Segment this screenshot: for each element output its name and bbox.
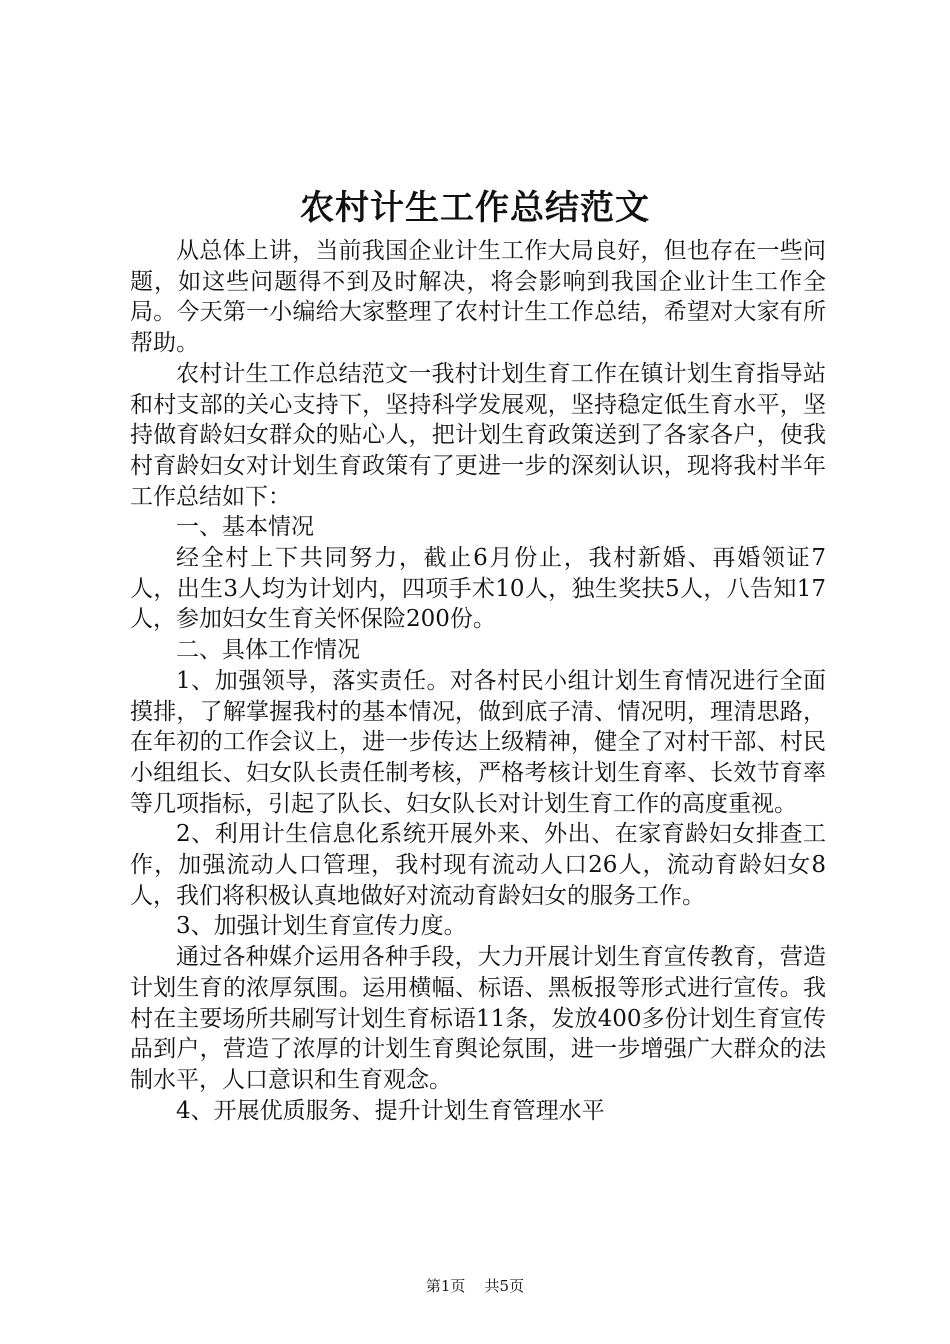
document-title: 农村计生工作总结范文 <box>300 188 650 228</box>
page-footer <box>0 1276 950 1296</box>
paragraph-item-3-heading: 3、加强计划生育宣传力度。 <box>176 913 467 940</box>
paragraph-overview: 农村计生工作总结范文一我村计划生育工作在镇计划生育指导站和村支部的关心支持下，坚持科学发展观，坚持稳定低生育水平，坚持做育龄妇女群众的贴心人，把计划生育政策送到了各家各户，使我村育龄妇女对计划生育政策有了更进一步的深刻认识，现将我村半年工作总结如下： <box>130 360 826 510</box>
page-number-total: 共5页 <box>484 1277 525 1295</box>
paragraph-basic-situation: 经全村上下共同努力，截止6月份止，我村新婚、再婚领证7人，出生3人均为计划内，四项手术10人，独生奖扶5人，八告知17人，参加妇女生育关怀保险200份。 <box>130 545 826 633</box>
paragraph-item-2: 2、利用计生信息化系统开展外来、外出、在家育龄妇女排查工作，加强流动人口管理，我村现有流动人口26人，流动育龄妇女8人，我们将积极认真地做好对流动育龄妇女的服务工作。 <box>130 821 826 909</box>
heading-basic-situation: 一、基本情况 <box>176 514 314 541</box>
page-number-current: 第1页 <box>425 1277 466 1295</box>
paragraph-item-1: 1、加强领导，落实责任。对各村民小组计划生育情况进行全面摸排，了解掌握我村的基本情况，做到底子清、情况明，理清思路，在年初的工作会议上，进一步传达上级精神，健全了对村干部、村民小组组长、妇女队长责任制考核，严格考核计划生育率、长效节育率等几项指标，引起了队长、妇女队长对计划生育工作的高度重视。 <box>130 667 826 817</box>
paragraph-intro: 从总体上讲，当前我国企业计生工作大局良好，但也存在一些问题，如这些问题得不到及时解决，将会影响到我国企业计生工作全局。今天第一小编给大家整理了农村计生工作总结，希望对大家有所帮助。 <box>130 238 826 357</box>
document-body <box>130 236 826 1126</box>
paragraph-item-3-body: 通过各种媒介运用各种手段，大力开展计划生育宣传教育，营造计划生育的浓厚氛围。运用横幅、标语、黑板报等形式进行宣传。我村在主要场所共刷写计划生育标语11条，发放400多份计划生育宣传品到户，营造了浓厚的计划生育舆论氛围，进一步增强广大群众的法制水平，人口意识和生育观念。 <box>130 944 826 1093</box>
paragraph-item-4-heading: 4、开展优质服务、提升计划生育管理水平 <box>176 1097 605 1124</box>
heading-specific-work: 二、具体工作情况 <box>176 637 360 664</box>
